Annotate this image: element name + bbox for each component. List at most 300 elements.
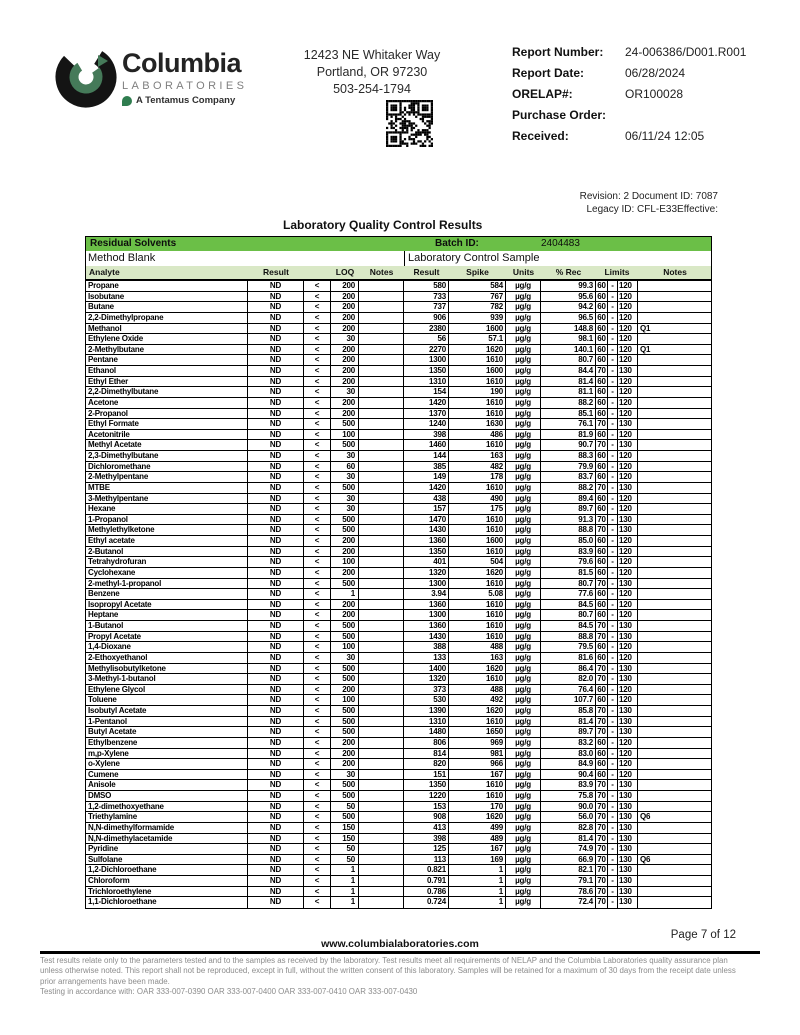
limit-low-cell: 60 (596, 568, 608, 578)
limit-low-cell: 60 (596, 547, 608, 557)
mb-result-cell: ND (248, 770, 304, 780)
table-row (86, 462, 711, 473)
lcs-result-cell: 906 (404, 313, 449, 323)
col-lcs-notes: Notes (663, 267, 687, 277)
lcs-notes-cell (638, 706, 712, 716)
lcs-result-cell: 0.786 (404, 887, 449, 897)
limit-low-cell: 70 (596, 419, 608, 429)
table-row (86, 281, 711, 292)
limit-dash-cell: - (608, 377, 618, 387)
lcs-notes-cell (638, 674, 712, 684)
limit-low-cell: 60 (596, 600, 608, 610)
mb-loq-cell: 200 (331, 749, 359, 759)
limit-low-cell: 60 (596, 589, 608, 599)
limit-dash-cell: - (608, 387, 618, 397)
lcs-result-cell: 0.791 (404, 876, 449, 886)
mb-result-cell: ND (248, 557, 304, 567)
limit-high-cell: 120 (618, 334, 638, 344)
units-cell: µg/g (506, 377, 541, 387)
limit-high-cell: 130 (618, 802, 638, 812)
pct-rec-cell: 89.7 (541, 727, 596, 737)
address-line-2: Portland, OR 97230 (316, 65, 428, 79)
analyte-cell: 2-Butanol (86, 547, 248, 557)
analyte-cell: 2-Methylpentane (86, 472, 248, 482)
table-row (86, 706, 711, 717)
mb-result-cell: ND (248, 780, 304, 790)
limit-high-cell: 120 (618, 504, 638, 514)
pct-rec-cell: 88.2 (541, 483, 596, 493)
pct-rec-cell: 90.0 (541, 802, 596, 812)
lcs-notes-cell (638, 515, 712, 525)
mb-loq-cell: 30 (331, 494, 359, 504)
lcs-spike-cell: 170 (449, 802, 506, 812)
limit-dash-cell: - (608, 292, 618, 302)
logo-tagline (122, 95, 247, 106)
mb-result-cell: ND (248, 398, 304, 408)
pct-rec-cell: 75.8 (541, 791, 596, 801)
table-row (86, 504, 711, 515)
mb-result-cell: ND (248, 600, 304, 610)
lcs-spike-cell: 1610 (449, 525, 506, 535)
lcs-result-cell: 737 (404, 302, 449, 312)
mb-loq-cell: 500 (331, 525, 359, 535)
lcs-result-cell: 133 (404, 653, 449, 663)
mb-notes-cell (359, 387, 404, 397)
mb-notes-cell (359, 334, 404, 344)
units-cell: µg/g (506, 589, 541, 599)
lcs-spike-cell: 1610 (449, 717, 506, 727)
lcs-notes-cell (638, 802, 712, 812)
lcs-result-cell: 398 (404, 834, 449, 844)
analyte-cell: 2-Ethoxyethanol (86, 653, 248, 663)
footer-divider (40, 951, 760, 954)
mb-lt-cell: < (304, 419, 331, 429)
lcs-result-cell: 153 (404, 802, 449, 812)
limit-high-cell: 130 (618, 791, 638, 801)
mb-lt-cell: < (304, 483, 331, 493)
lcs-notes-cell (638, 642, 712, 652)
mb-notes-cell (359, 887, 404, 897)
website-link[interactable]: www.columbialaboratories.com (321, 938, 479, 950)
pct-rec-cell: 56.0 (541, 812, 596, 822)
units-cell: µg/g (506, 302, 541, 312)
table-row (86, 398, 711, 409)
mb-loq-cell: 500 (331, 440, 359, 450)
mb-result-cell: ND (248, 834, 304, 844)
lcs-spike-cell: 1610 (449, 377, 506, 387)
qc-results-table (85, 236, 712, 909)
batch-id-value: 2404483 (541, 238, 580, 249)
mb-lt-cell: < (304, 324, 331, 334)
lcs-notes-cell (638, 844, 712, 854)
units-cell: µg/g (506, 419, 541, 429)
analyte-cell: Heptane (86, 610, 248, 620)
pct-rec-cell: 88.8 (541, 632, 596, 642)
lcs-spike-cell: 57.1 (449, 334, 506, 344)
limit-dash-cell: - (608, 334, 618, 344)
limit-dash-cell: - (608, 887, 618, 897)
limit-low-cell: 60 (596, 302, 608, 312)
mb-loq-cell: 30 (331, 334, 359, 344)
units-cell: µg/g (506, 525, 541, 535)
mb-notes-cell (359, 515, 404, 525)
limit-dash-cell: - (608, 462, 618, 472)
limit-low-cell: 70 (596, 791, 608, 801)
mb-result-cell: ND (248, 334, 304, 344)
analyte-cell: N,N-dimethylformamide (86, 823, 248, 833)
limit-dash-cell: - (608, 791, 618, 801)
tentamus-leaf-icon (122, 96, 132, 106)
mb-loq-cell: 500 (331, 632, 359, 642)
analyte-cell: Triethylamine (86, 812, 248, 822)
limit-high-cell: 130 (618, 632, 638, 642)
pct-rec-cell: 84.5 (541, 600, 596, 610)
pct-rec-cell: 81.5 (541, 568, 596, 578)
lcs-result-cell: 113 (404, 855, 449, 865)
mb-result-cell: ND (248, 749, 304, 759)
lcs-result-cell: 2380 (404, 324, 449, 334)
limit-high-cell: 120 (618, 770, 638, 780)
report-number-row (512, 46, 762, 59)
purchase-order-label: Purchase Order: (512, 108, 607, 122)
mb-loq-cell: 100 (331, 557, 359, 567)
lcs-notes-cell (638, 451, 712, 461)
mb-result-cell: ND (248, 525, 304, 535)
limit-high-cell: 120 (618, 642, 638, 652)
units-cell: µg/g (506, 664, 541, 674)
column-header-row (86, 266, 711, 279)
analyte-cell: 2,2-Dimethylbutane (86, 387, 248, 397)
limit-high-cell: 130 (618, 717, 638, 727)
units-cell: µg/g (506, 387, 541, 397)
units-cell: µg/g (506, 653, 541, 663)
pct-rec-cell: 90.7 (541, 440, 596, 450)
mb-result-cell: ND (248, 706, 304, 716)
units-cell: µg/g (506, 887, 541, 897)
limit-high-cell: 120 (618, 345, 638, 355)
limit-dash-cell: - (608, 281, 618, 291)
analyte-cell: 1,2-Dichloroethane (86, 865, 248, 875)
mb-result-cell: ND (248, 302, 304, 312)
mb-notes-cell (359, 834, 404, 844)
limit-dash-cell: - (608, 483, 618, 493)
report-info (512, 46, 762, 151)
mb-lt-cell: < (304, 897, 331, 908)
lcs-spike-cell: 169 (449, 855, 506, 865)
mb-result-cell: ND (248, 610, 304, 620)
disclaimer-text (40, 956, 764, 998)
limit-dash-cell: - (608, 706, 618, 716)
mb-notes-cell (359, 547, 404, 557)
lcs-notes-cell (638, 664, 712, 674)
col-lcs-result: Result (413, 267, 440, 277)
lcs-notes-cell (638, 334, 712, 344)
mb-loq-cell: 30 (331, 387, 359, 397)
mb-result-cell: ND (248, 536, 304, 546)
received-label: Received: (512, 129, 569, 143)
mb-result-cell: ND (248, 281, 304, 291)
mb-loq-cell: 200 (331, 600, 359, 610)
limit-low-cell: 70 (596, 525, 608, 535)
limit-low-cell: 60 (596, 494, 608, 504)
mb-result-cell: ND (248, 462, 304, 472)
lcs-spike-cell: 488 (449, 642, 506, 652)
table-row (86, 430, 711, 441)
mb-lt-cell: < (304, 515, 331, 525)
pct-rec-cell: 80.7 (541, 610, 596, 620)
mb-notes-cell (359, 483, 404, 493)
mb-loq-cell: 50 (331, 844, 359, 854)
mb-notes-cell (359, 706, 404, 716)
lcs-notes-cell (638, 483, 712, 493)
report-number-value: 24-006386/D001.R001 (625, 45, 747, 59)
lcs-spike-cell: 969 (449, 738, 506, 748)
received-row (512, 130, 762, 143)
orelap-row (512, 88, 762, 101)
mb-result-cell: ND (248, 791, 304, 801)
mb-lt-cell: < (304, 387, 331, 397)
limit-low-cell: 60 (596, 642, 608, 652)
table-row (86, 409, 711, 420)
lcs-spike-cell: 1 (449, 876, 506, 886)
limit-dash-cell: - (608, 876, 618, 886)
table-row (86, 494, 711, 505)
mb-notes-cell (359, 292, 404, 302)
limit-low-cell: 70 (596, 887, 608, 897)
mb-loq-cell: 50 (331, 855, 359, 865)
pct-rec-cell: 88.3 (541, 451, 596, 461)
mb-notes-cell (359, 695, 404, 705)
limit-high-cell: 120 (618, 568, 638, 578)
pct-rec-cell: 86.4 (541, 664, 596, 674)
mb-notes-cell (359, 653, 404, 663)
limit-dash-cell: - (608, 621, 618, 631)
table-row (86, 791, 711, 802)
lcs-result-cell: 154 (404, 387, 449, 397)
mb-loq-cell: 100 (331, 642, 359, 652)
lcs-spike-cell: 482 (449, 462, 506, 472)
limit-low-cell: 70 (596, 632, 608, 642)
mb-lt-cell: < (304, 876, 331, 886)
limit-high-cell: 130 (618, 440, 638, 450)
mb-result-cell: ND (248, 653, 304, 663)
limit-dash-cell: - (608, 802, 618, 812)
mb-notes-cell (359, 345, 404, 355)
limit-low-cell: 60 (596, 409, 608, 419)
mb-notes-cell (359, 727, 404, 737)
analyte-cell: 2-Methylbutane (86, 345, 248, 355)
batch-id-label: Batch ID: (435, 238, 479, 249)
limit-high-cell: 120 (618, 324, 638, 334)
mb-lt-cell: < (304, 472, 331, 482)
lcs-notes-cell (638, 292, 712, 302)
mb-result-cell: ND (248, 589, 304, 599)
units-cell: µg/g (506, 536, 541, 546)
mb-result-cell: ND (248, 430, 304, 440)
mb-lt-cell: < (304, 632, 331, 642)
mb-lt-cell: < (304, 653, 331, 663)
lcs-spike-cell: 981 (449, 749, 506, 759)
mb-lt-cell: < (304, 281, 331, 291)
lcs-spike-cell: 1610 (449, 632, 506, 642)
mb-lt-cell: < (304, 749, 331, 759)
limit-high-cell: 120 (618, 536, 638, 546)
analyte-cell: N,N-dimethylacetamide (86, 834, 248, 844)
mb-result-cell: ND (248, 324, 304, 334)
lcs-spike-cell: 782 (449, 302, 506, 312)
units-cell: µg/g (506, 579, 541, 589)
lcs-result-cell: 373 (404, 685, 449, 695)
table-row (86, 834, 711, 845)
limit-dash-cell: - (608, 525, 618, 535)
mb-notes-cell (359, 355, 404, 365)
limit-high-cell: 120 (618, 313, 638, 323)
mb-result-cell: ND (248, 876, 304, 886)
pct-rec-cell: 83.9 (541, 547, 596, 557)
lcs-spike-cell: 488 (449, 685, 506, 695)
lcs-result-cell: 1470 (404, 515, 449, 525)
mb-notes-cell (359, 600, 404, 610)
mb-result-cell: ND (248, 366, 304, 376)
pct-rec-cell: 81.4 (541, 834, 596, 844)
limit-high-cell: 120 (618, 749, 638, 759)
mb-result-cell: ND (248, 717, 304, 727)
analyte-cell: 1-Butanol (86, 621, 248, 631)
limit-dash-cell: - (608, 844, 618, 854)
mb-notes-cell (359, 419, 404, 429)
mb-loq-cell: 200 (331, 302, 359, 312)
limit-dash-cell: - (608, 759, 618, 769)
pct-rec-cell: 85.8 (541, 706, 596, 716)
lcs-spike-cell: 1 (449, 897, 506, 908)
limit-high-cell: 130 (618, 664, 638, 674)
limit-low-cell: 60 (596, 504, 608, 514)
limit-dash-cell: - (608, 600, 618, 610)
mb-lt-cell: < (304, 812, 331, 822)
lcs-spike-cell: 499 (449, 823, 506, 833)
lcs-spike-cell: 1630 (449, 419, 506, 429)
lcs-notes-cell (638, 653, 712, 663)
limit-low-cell: 70 (596, 897, 608, 908)
mb-notes-cell (359, 844, 404, 854)
limit-low-cell: 60 (596, 749, 608, 759)
lcs-spike-cell: 1610 (449, 579, 506, 589)
mb-lt-cell: < (304, 834, 331, 844)
limit-low-cell: 60 (596, 292, 608, 302)
mb-notes-cell (359, 366, 404, 376)
analyte-cell: Isobutane (86, 292, 248, 302)
lcs-result-cell: 385 (404, 462, 449, 472)
col-loq: LOQ (335, 267, 355, 277)
lcs-spike-cell: 1620 (449, 706, 506, 716)
limit-low-cell: 70 (596, 865, 608, 875)
mb-result-cell: ND (248, 483, 304, 493)
mb-result-cell: ND (248, 823, 304, 833)
lcs-notes-cell (638, 419, 712, 429)
lcs-result-cell: 2270 (404, 345, 449, 355)
units-cell: µg/g (506, 472, 541, 482)
mb-lt-cell: < (304, 823, 331, 833)
limit-high-cell: 130 (618, 621, 638, 631)
limit-high-cell: 120 (618, 302, 638, 312)
mb-result-cell: ND (248, 685, 304, 695)
mb-notes-cell (359, 865, 404, 875)
table-row (86, 632, 711, 643)
units-cell: µg/g (506, 494, 541, 504)
mb-lt-cell: < (304, 780, 331, 790)
table-row (86, 472, 711, 483)
limit-high-cell: 120 (618, 462, 638, 472)
legacy-id-line: Legacy ID: CFL-E33Effective: (586, 203, 718, 215)
mb-loq-cell: 200 (331, 536, 359, 546)
units-cell: µg/g (506, 706, 541, 716)
analyte-cell: 2-Propanol (86, 409, 248, 419)
mb-lt-cell: < (304, 642, 331, 652)
mb-loq-cell: 200 (331, 568, 359, 578)
lcs-notes-cell: Q6 (640, 854, 651, 864)
lcs-result-cell: 1350 (404, 780, 449, 790)
limit-high-cell: 120 (618, 292, 638, 302)
mb-lt-cell: < (304, 398, 331, 408)
lcs-result-cell: 1400 (404, 664, 449, 674)
lcs-result-cell: 1420 (404, 483, 449, 493)
limit-dash-cell: - (608, 440, 618, 450)
lcs-spike-cell: 1610 (449, 398, 506, 408)
disclaimer-line-1: Test results relate only to the parameters tested and to the samples as received by the laboratory. Test results meet all requirements of NELAP and the Columbia Laboratories quality assurance plan (40, 956, 728, 965)
lcs-spike-cell: 1620 (449, 812, 506, 822)
mb-result-cell: ND (248, 621, 304, 631)
limit-high-cell: 130 (618, 419, 638, 429)
lcs-notes-cell (638, 366, 712, 376)
mb-notes-cell (359, 642, 404, 652)
analyte-cell: Methyl Acetate (86, 440, 248, 450)
limit-dash-cell: - (608, 313, 618, 323)
lcs-spike-cell: 1610 (449, 547, 506, 557)
mb-loq-cell: 1 (331, 589, 359, 599)
lcs-notes-cell (638, 355, 712, 365)
limit-high-cell: 130 (618, 525, 638, 535)
disclaimer-line-2: unless otherwise noted. This report shall not be reproduced, except in full, without the written consent of this laboratory. Samples will be retained for a maximum of 30 days from the receipt date unless (40, 966, 736, 976)
mb-lt-cell: < (304, 759, 331, 769)
lcs-spike-cell: 1610 (449, 483, 506, 493)
pct-rec-cell: 72.4 (541, 897, 596, 908)
mb-notes-cell (359, 685, 404, 695)
lcs-spike-cell: 1610 (449, 610, 506, 620)
mb-lt-cell: < (304, 579, 331, 589)
lab-address (287, 47, 457, 98)
mb-loq-cell: 500 (331, 419, 359, 429)
lcs-notes-cell (638, 610, 712, 620)
method-blank-header: Method Blank (88, 252, 156, 264)
limit-low-cell: 70 (596, 621, 608, 631)
limit-low-cell: 60 (596, 451, 608, 461)
analyte-cell: DMSO (86, 791, 248, 801)
logo-brand-text: Columbia (122, 48, 242, 78)
lcs-notes-cell (638, 462, 712, 472)
limit-dash-cell: - (608, 430, 618, 440)
lcs-result-cell: 398 (404, 430, 449, 440)
limit-high-cell: 120 (618, 589, 638, 599)
mb-result-cell: ND (248, 802, 304, 812)
lcs-notes-cell (638, 387, 712, 397)
mb-loq-cell: 500 (331, 791, 359, 801)
lcs-notes-cell (638, 504, 712, 514)
mb-result-cell: ND (248, 642, 304, 652)
units-cell: µg/g (506, 483, 541, 493)
pct-rec-cell: 84.4 (541, 366, 596, 376)
pct-rec-cell: 107.7 (541, 695, 596, 705)
limit-high-cell: 130 (618, 366, 638, 376)
